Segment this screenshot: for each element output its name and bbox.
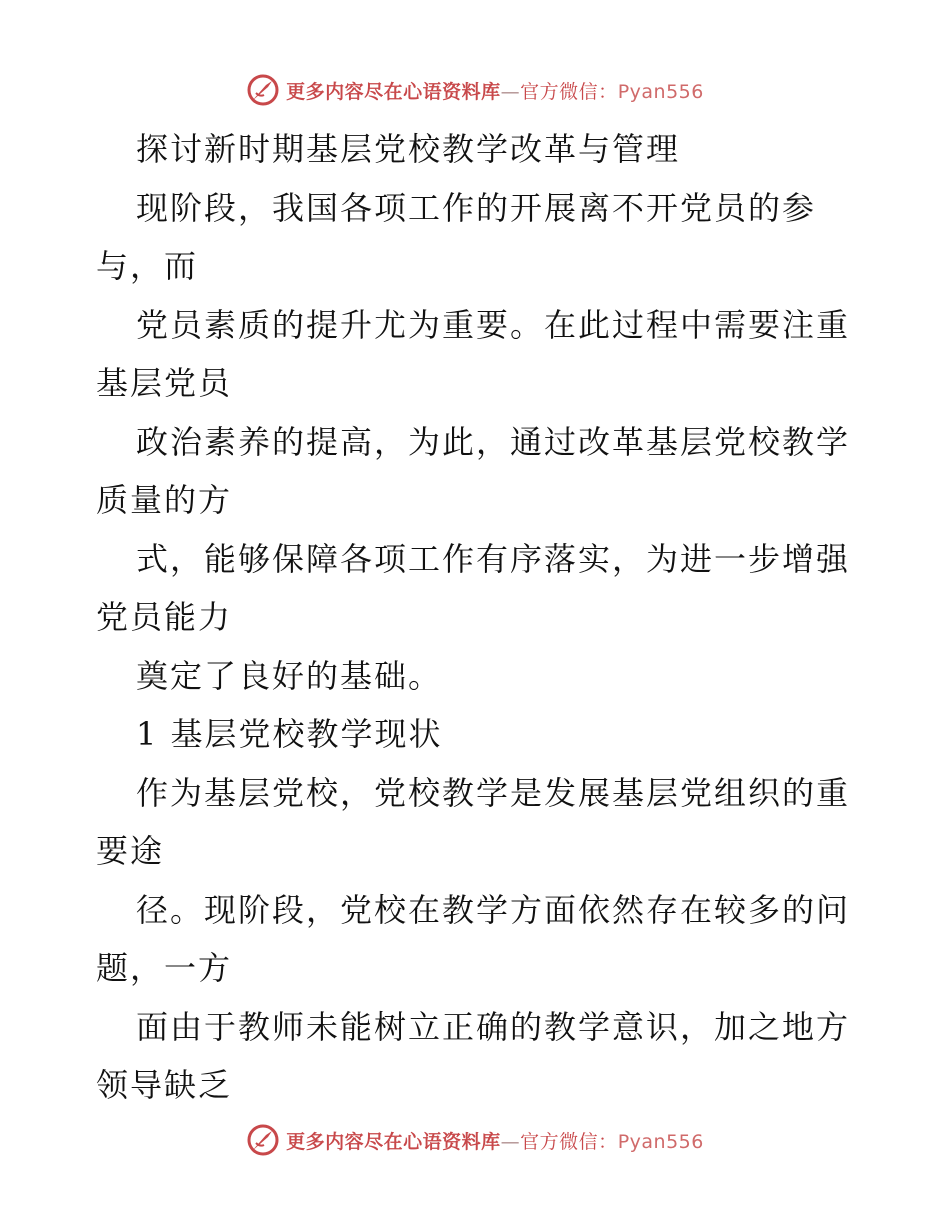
text-line: 与，而 (96, 247, 199, 285)
text-line: 1 基层党校教学现状 (136, 715, 443, 753)
watermark-wechat-label: 官方微信： (520, 1130, 618, 1153)
watermark-dash: — (500, 80, 521, 103)
watermark-wechat-id: Pyan556 (617, 80, 704, 103)
text-line: 党员素质的提升尤为重要。在此过程中需要注重 (136, 305, 851, 344)
text-line: 基层党员 (96, 364, 233, 402)
quill-pen-logo-icon (246, 1123, 280, 1157)
text-line: 题，一方 (96, 949, 233, 987)
text-line: 探讨新时期基层党校教学改革与管理 (136, 130, 681, 168)
text-line: 作为基层党校，党校教学是发展基层党组织的重 (136, 773, 851, 812)
text-line: 质量的方 (96, 481, 233, 519)
header-watermark-banner (0, 70, 950, 110)
text-line: 奠定了良好的基础。 (136, 656, 443, 695)
watermark-wechat-label: 官方微信： (520, 80, 618, 103)
text-line: 党员能力 (96, 598, 233, 636)
watermark-text (286, 1127, 704, 1154)
text-line: 径。现阶段，党校在教学方面依然存在较多的问 (136, 890, 851, 929)
watermark-wechat-id: Pyan556 (617, 1130, 704, 1153)
document-body (96, 120, 856, 1115)
text-line: 领导缺乏 (96, 1066, 233, 1104)
watermark-brand: 更多内容尽在心语资料库 (286, 80, 501, 103)
watermark-dash: — (500, 1130, 521, 1153)
footer-watermark-banner (0, 1120, 950, 1160)
text-line: 现阶段，我国各项工作的开展离不开党员的参 (136, 188, 817, 227)
text-line: 要途 (96, 832, 165, 870)
watermark-brand: 更多内容尽在心语资料库 (286, 1130, 501, 1153)
quill-pen-logo-icon (246, 73, 280, 107)
text-line: 政治素养的提高，为此，通过改革基层党校教学 (136, 422, 851, 461)
text-line: 式，能够保障各项工作有序落实，为进一步增强 (136, 539, 851, 578)
watermark-text (286, 77, 704, 104)
text-line: 面由于教师未能树立正确的教学意识，加之地方 (136, 1007, 851, 1046)
